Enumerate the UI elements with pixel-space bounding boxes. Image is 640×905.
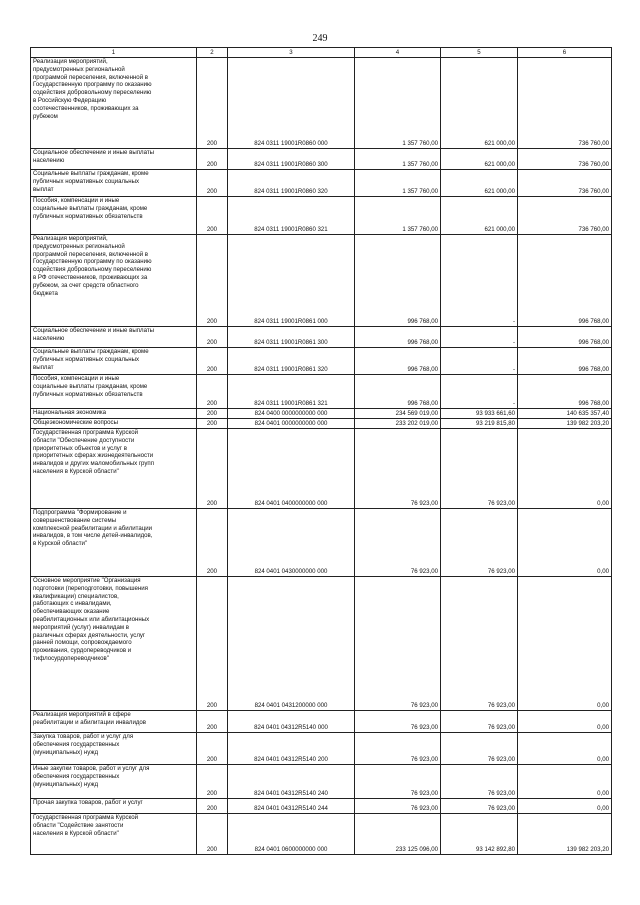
amount-col4-cell: 996 768,00 <box>355 327 441 348</box>
amount-col5-cell: 621 000,00 <box>441 149 518 170</box>
row-col2-cell: 200 <box>197 327 228 348</box>
amount-col6-cell: 0,00 <box>518 429 612 509</box>
column-number-header-row <box>31 48 612 58</box>
row-name-cell: Иные закупки товаров, работ и услуг для обеспечения государственных (муниципальных) нужд <box>31 765 197 799</box>
column-header-4: 4 <box>355 48 441 58</box>
table-row <box>31 348 612 375</box>
budget-code-cell: 824 0311 19001R0860 320 <box>228 170 355 197</box>
row-name-cell: Закупка товаров, работ и услуг для обеспечения государственных (муниципальных) нужд <box>31 733 197 765</box>
page-number: 249 <box>312 33 328 44</box>
amount-col5-cell: - <box>441 235 518 327</box>
column-header-6: 6 <box>518 48 612 58</box>
row-name-cell: Реализация мероприятий в сфере реабилитации и абилитации инвалидов <box>31 711 197 733</box>
budget-code-cell: 824 0311 19001R0860 300 <box>228 149 355 170</box>
amount-col5-cell: 76 923,00 <box>441 711 518 733</box>
budget-code-cell: 824 0400 0000000000 000 <box>228 409 355 419</box>
row-col2-cell: 200 <box>197 711 228 733</box>
amount-col5-cell: 621 000,00 <box>441 58 518 149</box>
amount-col5-cell: 76 923,00 <box>441 799 518 814</box>
amount-col5-cell: - <box>441 348 518 375</box>
row-col2-cell: 200 <box>197 409 228 419</box>
table-row <box>31 170 612 197</box>
table-row <box>31 58 612 149</box>
amount-col4-cell: 76 923,00 <box>355 711 441 733</box>
budget-code-cell: 824 0311 19001R0861 000 <box>228 235 355 327</box>
row-name-cell: Социальное обеспечение и иные выплаты населению <box>31 149 197 170</box>
table-row <box>31 419 612 429</box>
row-name-cell: Подпрограмма "Формирование и совершенствование системы комплексной реабилитации и абилитации инвалидов, в том числе детей-инвалидов, в Курской области" <box>31 509 197 577</box>
amount-col6-cell: 140 635 357,40 <box>518 409 612 419</box>
budget-code-cell: 824 0311 19001R0861 320 <box>228 348 355 375</box>
row-name-cell: Социальные выплаты гражданам, кроме публичных нормативных социальных выплат <box>31 348 197 375</box>
amount-col5-cell: 76 923,00 <box>441 733 518 765</box>
row-col2-cell: 200 <box>197 509 228 577</box>
amount-col4-cell: 996 768,00 <box>355 375 441 409</box>
amount-col6-cell: 139 982 203,20 <box>518 419 612 429</box>
table-row <box>31 799 612 814</box>
row-col2-cell: 200 <box>197 348 228 375</box>
row-name-cell: Государственная программа Курской области "Обеспечение доступности приоритетных объектов и услуг в приоритетных сферах жизнедеятельности инвалидов и других маломобильных групп населения в Курской области" <box>31 429 197 509</box>
amount-col6-cell: 0,00 <box>518 711 612 733</box>
budget-code-cell: 824 0401 0000000000 000 <box>228 419 355 429</box>
row-col2-cell: 200 <box>197 149 228 170</box>
budget-code-cell: 824 0401 0430000000 000 <box>228 509 355 577</box>
amount-col4-cell: 1 357 760,00 <box>355 58 441 149</box>
amount-col5-cell: 621 000,00 <box>441 170 518 197</box>
amount-col4-cell: 996 768,00 <box>355 235 441 327</box>
table-row <box>31 197 612 235</box>
amount-col6-cell: 996 768,00 <box>518 327 612 348</box>
amount-col5-cell: 76 923,00 <box>441 577 518 711</box>
row-col2-cell: 200 <box>197 799 228 814</box>
row-col2-cell: 200 <box>197 814 228 855</box>
row-col2-cell: 200 <box>197 419 228 429</box>
row-col2-cell: 200 <box>197 375 228 409</box>
amount-col4-cell: 76 923,00 <box>355 577 441 711</box>
row-col2-cell: 200 <box>197 170 228 197</box>
table-row <box>31 814 612 855</box>
amount-col5-cell: - <box>441 375 518 409</box>
row-col2-cell: 200 <box>197 577 228 711</box>
amount-col4-cell: 1 357 760,00 <box>355 170 441 197</box>
amount-col5-cell: - <box>441 327 518 348</box>
row-name-cell: Основное мероприятие "Организация подготовки (переподготовки, повышения квалификации) специалистов, работающих с инвалидами, обеспечивающих оказание реабилитационных или абилитационных мероприятий (услуг) инвалидам в различных сферах деятельности, услуг ранней помощи, сопровождаемого проживания, сурдопереводчиков и тифлосурдопереводчиков" <box>31 577 197 711</box>
amount-col5-cell: 76 923,00 <box>441 765 518 799</box>
budget-code-cell: 824 0311 19001R0861 321 <box>228 375 355 409</box>
row-name-cell: Общеэкономические вопросы <box>31 419 197 429</box>
amount-col6-cell: 0,00 <box>518 509 612 577</box>
table-row <box>31 149 612 170</box>
table-row <box>31 509 612 577</box>
amount-col4-cell: 76 923,00 <box>355 765 441 799</box>
amount-col5-cell: 76 923,00 <box>441 429 518 509</box>
row-col2-cell: 200 <box>197 235 228 327</box>
amount-col6-cell: 736 760,00 <box>518 197 612 235</box>
amount-col6-cell: 0,00 <box>518 577 612 711</box>
amount-col4-cell: 234 569 019,00 <box>355 409 441 419</box>
budget-code-cell: 824 0401 04312R5140 200 <box>228 733 355 765</box>
table-row <box>31 429 612 509</box>
row-name-cell: Пособия, компенсации и иные социальные выплаты гражданам, кроме публичных нормативных обязательств <box>31 197 197 235</box>
amount-col5-cell: 93 219 815,80 <box>441 419 518 429</box>
budget-code-cell: 824 0401 04312R5140 240 <box>228 765 355 799</box>
table-row <box>31 577 612 711</box>
row-name-cell: Национальная экономика <box>31 409 197 419</box>
row-col2-cell: 200 <box>197 58 228 149</box>
table-row <box>31 765 612 799</box>
amount-col6-cell: 736 760,00 <box>518 170 612 197</box>
budget-code-cell: 824 0311 19001R0861 300 <box>228 327 355 348</box>
budget-code-cell: 824 0401 0600000000 000 <box>228 814 355 855</box>
column-header-2: 2 <box>197 48 228 58</box>
budget-code-cell: 824 0401 0400000000 000 <box>228 429 355 509</box>
amount-col5-cell: 93 933 661,60 <box>441 409 518 419</box>
amount-col6-cell: 0,00 <box>518 765 612 799</box>
amount-col4-cell: 996 768,00 <box>355 348 441 375</box>
row-name-cell: Социальные выплаты гражданам, кроме публичных нормативных социальных выплат <box>31 170 197 197</box>
row-col2-cell: 200 <box>197 429 228 509</box>
amount-col6-cell: 0,00 <box>518 799 612 814</box>
amount-col6-cell: 996 768,00 <box>518 235 612 327</box>
budget-code-cell: 824 0311 19001R0860 321 <box>228 197 355 235</box>
amount-col5-cell: 93 142 892,80 <box>441 814 518 855</box>
column-header-1: 1 <box>31 48 197 58</box>
table-row <box>31 733 612 765</box>
amount-col4-cell: 76 923,00 <box>355 509 441 577</box>
amount-col4-cell: 233 202 019,00 <box>355 419 441 429</box>
amount-col4-cell: 1 357 760,00 <box>355 149 441 170</box>
table-row <box>31 409 612 419</box>
budget-code-cell: 824 0401 04312R5140 000 <box>228 711 355 733</box>
amount-col4-cell: 76 923,00 <box>355 799 441 814</box>
row-name-cell: Реализация мероприятий, предусмотренных региональной программой переселения, включенной в Государственную программу по оказанию содействия добровольному переселению в Российскую Федерацию соотечественников, проживающих за рубежом <box>31 58 197 149</box>
amount-col6-cell: 0,00 <box>518 733 612 765</box>
column-header-5: 5 <box>441 48 518 58</box>
row-col2-cell: 200 <box>197 733 228 765</box>
table-row <box>31 711 612 733</box>
amount-col6-cell: 996 768,00 <box>518 348 612 375</box>
row-col2-cell: 200 <box>197 765 228 799</box>
row-name-cell: Государственная программа Курской области "Содействие занятости населения в Курской области" <box>31 814 197 855</box>
budget-table <box>30 47 612 855</box>
amount-col6-cell: 736 760,00 <box>518 149 612 170</box>
row-name-cell: Социальное обеспечение и иные выплаты населению <box>31 327 197 348</box>
budget-code-cell: 824 0401 04312R5140 244 <box>228 799 355 814</box>
amount-col5-cell: 621 000,00 <box>441 197 518 235</box>
amount-col4-cell: 76 923,00 <box>355 429 441 509</box>
row-col2-cell: 200 <box>197 197 228 235</box>
amount-col4-cell: 76 923,00 <box>355 733 441 765</box>
row-name-cell: Пособия, компенсации и иные социальные выплаты гражданам, кроме публичных нормативных обязательств <box>31 375 197 409</box>
column-header-3: 3 <box>228 48 355 58</box>
amount-col6-cell: 996 768,00 <box>518 375 612 409</box>
amount-col6-cell: 139 982 203,20 <box>518 814 612 855</box>
amount-col4-cell: 1 357 760,00 <box>355 197 441 235</box>
budget-code-cell: 824 0401 0431200000 000 <box>228 577 355 711</box>
table-row <box>31 235 612 327</box>
amount-col6-cell: 736 760,00 <box>518 58 612 149</box>
table-row <box>31 375 612 409</box>
budget-code-cell: 824 0311 19001R0860 000 <box>228 58 355 149</box>
amount-col4-cell: 233 125 096,00 <box>355 814 441 855</box>
row-name-cell: Реализация мероприятий, предусмотренных региональной программой переселения, включенной в Государственную программу по оказанию содействия добровольному переселению в РФ отечественников, проживающих за рубежом, за счет средств областного бюджета <box>31 235 197 327</box>
row-name-cell: Прочая закупка товаров, работ и услуг <box>31 799 197 814</box>
amount-col5-cell: 76 923,00 <box>441 509 518 577</box>
table-row <box>31 327 612 348</box>
